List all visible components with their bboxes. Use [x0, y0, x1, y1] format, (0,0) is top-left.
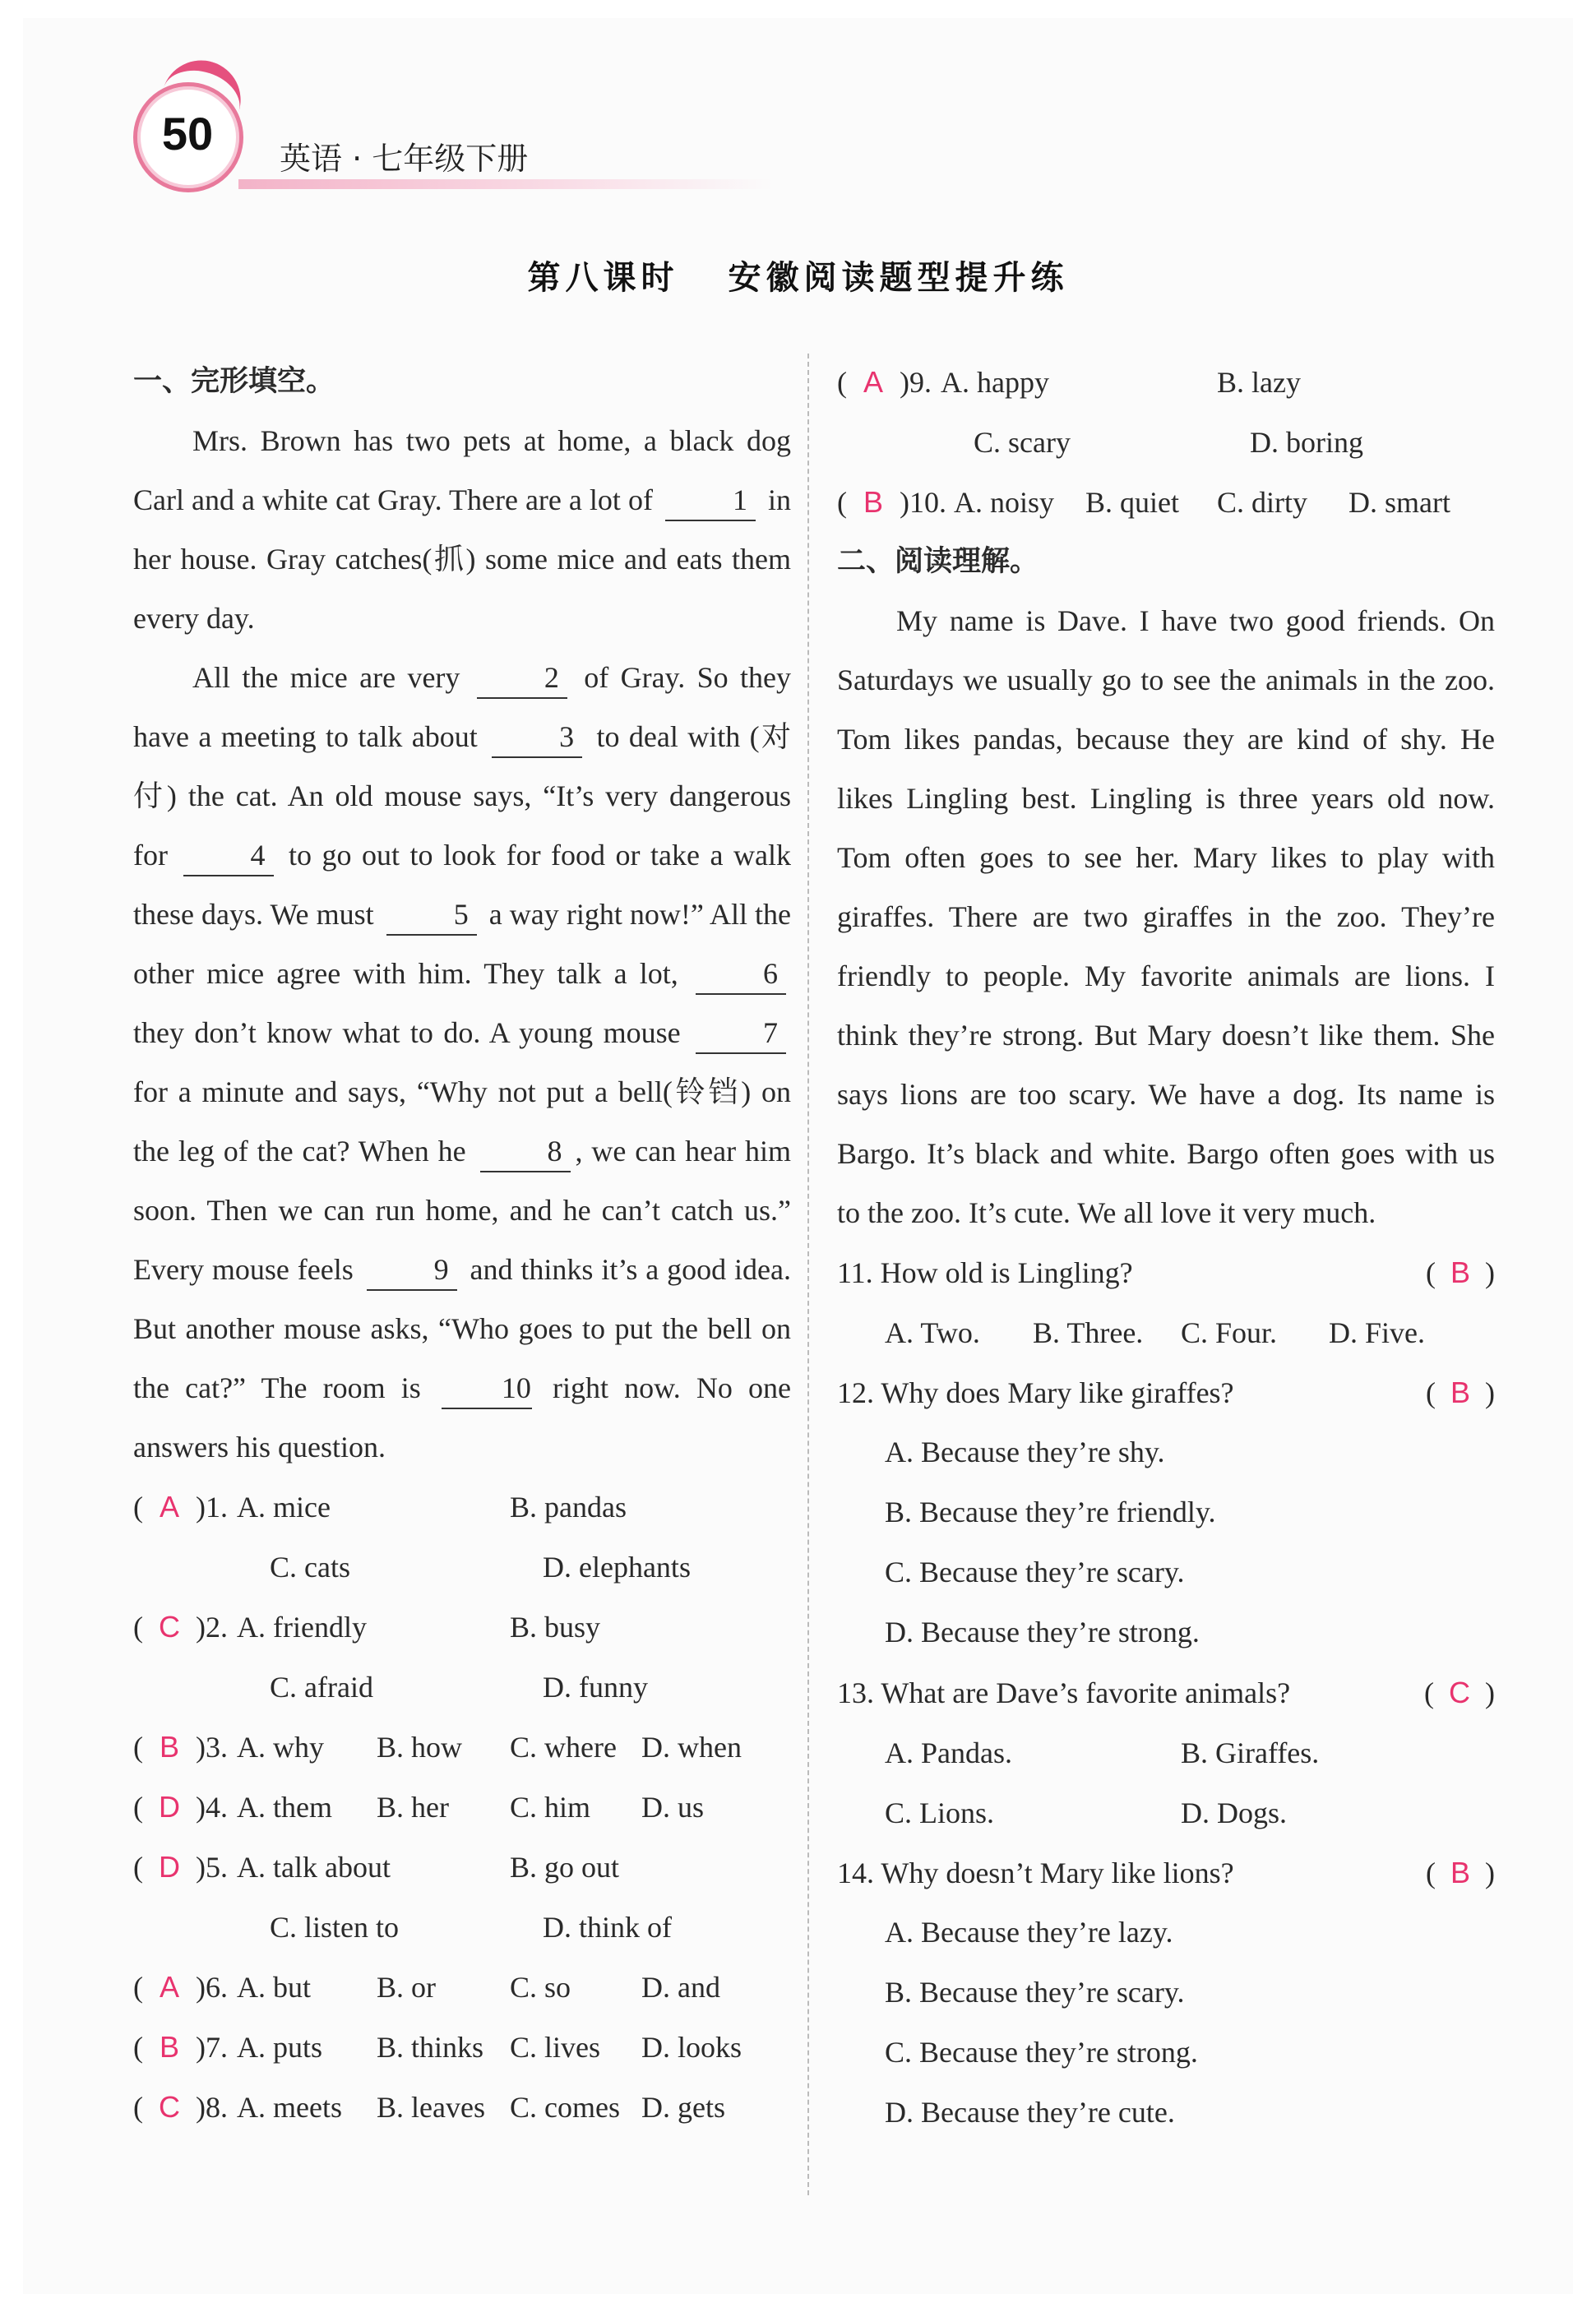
answer-mark: B [1450, 1255, 1470, 1289]
lesson-name: 安徽阅读题型提升练 [728, 258, 1069, 297]
page-number: 50 [161, 108, 214, 160]
answer-mark: C [159, 1609, 180, 1644]
reading-question-13-options-b: C. Lions. D. Dogs. [885, 1796, 1288, 1829]
right-column [837, 352, 1495, 2143]
answer-mark: C [1449, 1675, 1470, 1709]
cloze-heading: 一、完形填空。 [133, 365, 335, 398]
cloze-question-5-cont: C. listen to D. think of [270, 1910, 672, 1944]
option: C. Because they’re scary. [885, 1556, 1185, 1588]
option: A. Because they’re shy. [885, 1436, 1165, 1468]
blank-3: 3 [492, 717, 582, 758]
cloze-question-2: ( C )2. A. friendly B. busy [133, 1597, 791, 1657]
answer-mark: D [159, 1789, 180, 1824]
blank-7: 7 [696, 1013, 786, 1054]
header-underline [238, 179, 773, 189]
blank-6: 6 [696, 954, 786, 995]
blank-5: 5 [386, 895, 477, 936]
answer-mark: B [1450, 1375, 1470, 1409]
reading-question-11: 11. How old is Lingling? ( B ) [837, 1255, 1495, 1289]
left-column [133, 352, 791, 2137]
column-divider [807, 354, 809, 2195]
reading-passage: My name is Dave. I have two good friends. On Saturdays we usually go to see the animals in the zoo. Tom likes pandas, because they are kind of shy. He likes Lingling best. Lingling is three years old now. Tom often goes to see her. Mary likes to play with giraffes. There are two giraffes in the zoo. They’re friendly to people. My favorite animals are lions. I think they’re strong. But Mary doesn’t like them. She says lions are too scary. We have a dog. Its name is Bargo. It’s black and white. Bargo often goes with us to the zoo. It’s cute. We all love it very much. [837, 604, 1495, 1229]
option: C. Because they’re strong. [885, 2036, 1198, 2069]
cloze-question-9-cont: C. scary D. boring [974, 425, 1363, 459]
option: D. Because they’re cute. [885, 2096, 1175, 2129]
reading-question-13-options-a: A. Pandas. B. Giraffes. [885, 1736, 1320, 1769]
answer-mark: B [159, 2029, 179, 2064]
cloze-question-1: ( A )1. A. mice B. pandas [133, 1477, 791, 1537]
answer-mark: B [159, 1729, 179, 1764]
blank-9: 9 [367, 1250, 457, 1291]
answer-mark: A [863, 364, 883, 399]
lesson-title [0, 252, 1596, 298]
cloze-question-5: ( D )5. A. talk about B. go out [133, 1837, 791, 1897]
cloze-question-6: ( A )6. A. but B. or C. so D. and [133, 1957, 791, 2017]
answer-mark: D [159, 1849, 180, 1884]
cloze-question-3: ( B )3. A. why B. how C. where D. when [133, 1717, 791, 1777]
blank-10: 10 [442, 1368, 532, 1409]
reading-question-13: 13. What are Dave’s favorite animals? ( C ) [837, 1675, 1495, 1709]
blank-4: 4 [183, 835, 274, 876]
cloze-paragraph-2: All the mice are very 2 of Gray. So they have a meeting to talk about 3 to deal with (对付) the cat. An old mouse says, “It’s very dangerous for 4 to go out to look for food or take a walk these days. We must 5 a way right now!” All the other mice agree with him. They talk a lot, 6 they don’t know what to do. A young mouse 7 for a minute and says, “Why not put a bell(铃铛) on the leg of the cat? When he 8 , we can hear him soon. Then we can run home, and he can’t catch us.” Every mouse feels 9 and thinks it’s a good idea. But another mouse asks, “Who goes to put the bell on the cat?” The room is 10 right now. No one answers his question. [133, 648, 791, 1477]
cloze-question-2-cont: C. afraid D. funny [270, 1670, 648, 1704]
answer-mark: B [863, 484, 883, 519]
blank-2: 2 [477, 658, 567, 699]
answer-mark: A [159, 1489, 179, 1524]
blank-1: 1 [665, 480, 756, 521]
answer-mark: C [159, 2089, 180, 2124]
reading-question-12: 12. Why does Mary like giraffes? ( B ) [837, 1375, 1495, 1409]
cloze-question-9: ( A )9. A. happy B. lazy [837, 352, 1495, 412]
cloze-question-7: ( B )7. A. puts B. thinks C. lives D. looks [133, 2017, 791, 2077]
answer-mark: B [1450, 1855, 1470, 1889]
cloze-question-8: ( C )8. A. meets B. leaves C. comes D. gets [133, 2077, 791, 2137]
blank-8: 8 [480, 1131, 571, 1172]
option: D. Because they’re strong. [885, 1616, 1200, 1648]
option: B. Because they’re scary. [885, 1976, 1185, 2009]
reading-question-14: 14. Why doesn’t Mary like lions? ( B ) [837, 1855, 1495, 1889]
reading-question-11-options: A. Two. B. Three. C. Four. D. Five. [885, 1316, 1425, 1349]
cloze-question-4: ( D )4. A. them B. her C. him D. us [133, 1777, 791, 1837]
cloze-question-10: ( B )10. A. noisy B. quiet C. dirty D. smart [837, 472, 1495, 532]
option: A. Because they’re lazy. [885, 1916, 1173, 1949]
reading-heading: 二、阅读理解。 [837, 545, 1039, 578]
answer-mark: A [159, 1969, 179, 2004]
cloze-question-1-cont: C. cats D. elephants [270, 1550, 691, 1584]
option: B. Because they’re friendly. [885, 1496, 1216, 1528]
book-title: 英语 · 七年级下册 [280, 141, 529, 177]
cloze-paragraph-1: Mrs. Brown has two pets at home, a black dog Carl and a white cat Gray. There are a lot of 1 in her house. Gray catches(抓) some mice and eats them every day. [133, 424, 792, 635]
lesson-number: 第八课时 [527, 258, 679, 297]
